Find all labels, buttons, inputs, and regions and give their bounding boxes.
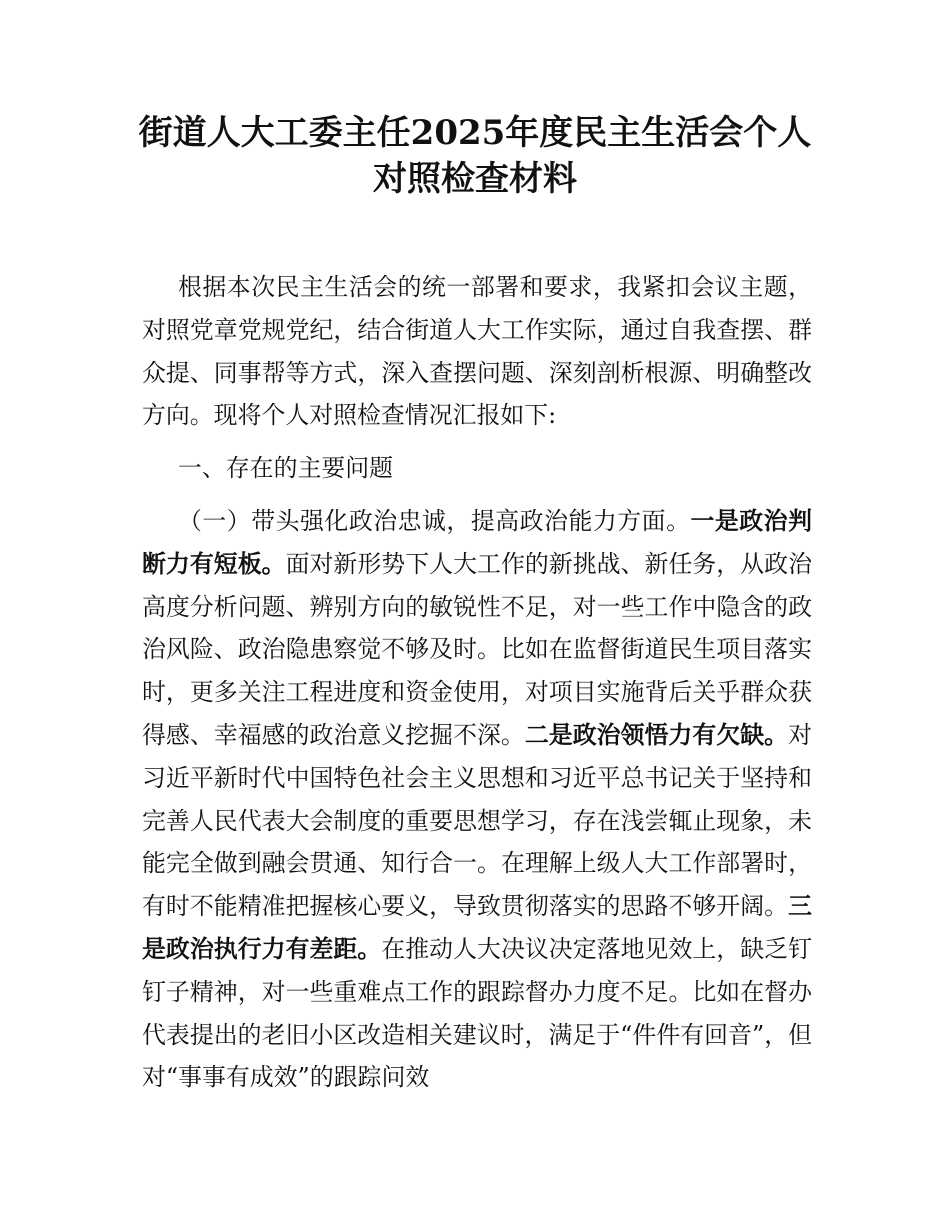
bold-point-1: 一是政治判断力有短板。 — [142, 506, 812, 578]
document-title — [100, 110, 850, 202]
bold-point-2: 二是政治领悟力有欠缺。 — [524, 720, 789, 749]
title-line-1: 街道人大工委主任2025年度民主生活会个人 — [138, 113, 812, 153]
bold-point-3: 三是政治执行力有差距。 — [142, 892, 812, 963]
section-heading: 一、存在的主要问题 — [178, 454, 394, 483]
point-3-text: 在推动人大决议决定落地见效上，缺乏钉钉子精神，对一些重难点工作的跟踪督办力度不足。比如在督办代表提出的老旧小区改造相关建议时，满足于“件件有回音”，但对“事事有成效”的跟踪问效 — [142, 934, 812, 1092]
paragraph-lead: （一）带头强化政治忠诚，提高政治能力方面。 — [178, 506, 691, 535]
problem-paragraph — [142, 500, 812, 1099]
title-line-2: 对照检查材料 — [373, 159, 577, 199]
point-2-text: 对习近平新时代中国特色社会主义思想和习近平总书记关于坚持和完善人民代表大会制度的重要思想学习，存在浅尝辄止现象，未能完全做到融会贯通、知行合一。在理解上级人大工作部署时，有时不能精准把握核心要义，导致贯彻落实的思路不够开阔。 — [142, 720, 812, 921]
document-body — [142, 266, 812, 1099]
point-1-text: 面对新形势下人大工作的新挑战、新任务，从政治高度分析问题、辨别方向的敏锐性不足，对一些工作中隐含的政治风险、政治隐患察觉不够及时。比如在监督街道民生项目落实时，更多关注工程进度和资金使用，对项目实施背后关乎群众获得感、幸福感的政治意义挖掘不深。 — [142, 549, 812, 749]
intro-paragraph: 根据本次民主生活会的统一部署和要求，我紧扣会议主题，对照党章党规党纪，结合街道人大工作实际，通过自我查摆、群众提、同事帮等方式，深入查摆问题、深刻剖析根源、明确整改方向。现将个人对照检查情况汇报如下: — [142, 273, 812, 430]
